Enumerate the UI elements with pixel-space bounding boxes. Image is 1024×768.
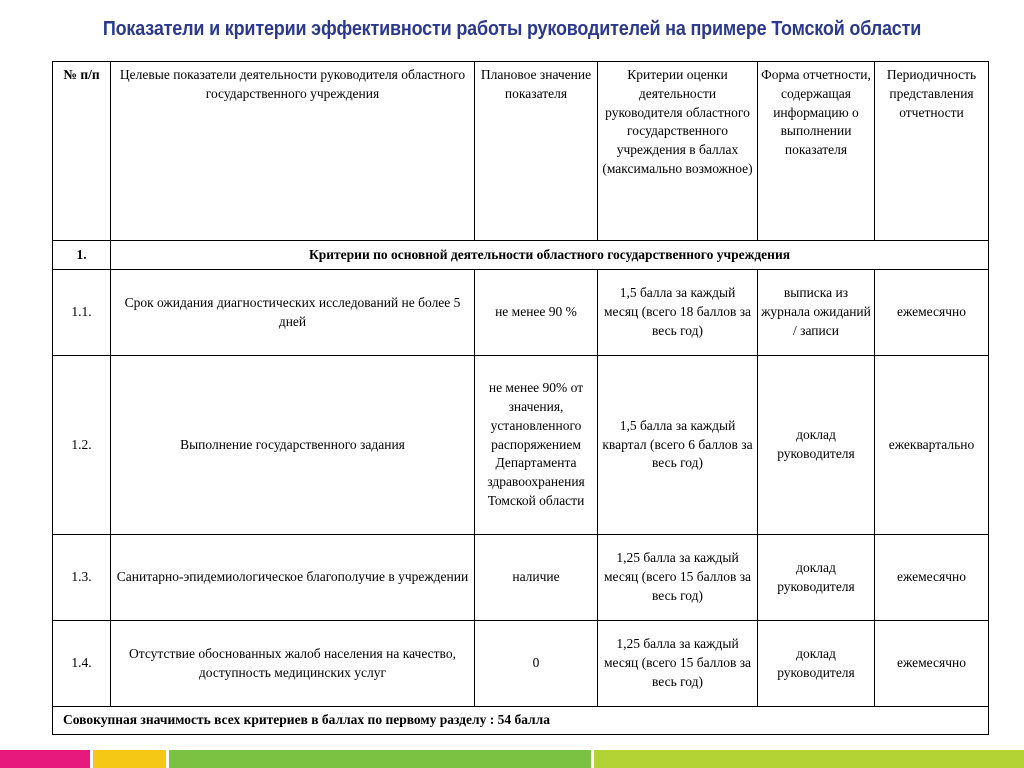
header-report-form: Форма отчетности, содержащая информацию о выполнении показателя bbox=[758, 62, 875, 241]
row-indicator: Выполнение государственного задания bbox=[111, 356, 475, 535]
row-criteria: 1,5 балла за каждый квартал (всего 6 баллов за весь год) bbox=[598, 356, 758, 535]
row-number: 1.1. bbox=[53, 270, 111, 356]
slide-title: Показатели и критерии эффективности работы руководителей на примере Томской области bbox=[102, 18, 922, 40]
header-planned-value: Плановое значение показателя bbox=[475, 62, 598, 241]
row-planned-value: не менее 90% от значения, установленного распоряжением Департамента здравоохранения Томской области bbox=[475, 356, 598, 535]
row-number: 1.2. bbox=[53, 356, 111, 535]
row-periodicity: ежемесячно bbox=[875, 535, 989, 621]
header-criteria: Критерии оценки деятельности руководителя областного государственного учреждения в баллах (максимально возможное) bbox=[598, 62, 758, 241]
footer-bar-segment bbox=[93, 750, 166, 768]
row-criteria: 1,25 балла за каждый месяц (всего 15 баллов за весь год) bbox=[598, 535, 758, 621]
row-number: 1.3. bbox=[53, 535, 111, 621]
row-criteria: 1,25 балла за каждый месяц (всего 15 баллов за весь год) bbox=[598, 621, 758, 707]
header-indicator: Целевые показатели деятельности руководителя областного государственного учреждения bbox=[111, 62, 475, 241]
header-periodicity: Периодичность представления отчетности bbox=[875, 62, 989, 241]
row-criteria: 1,5 балла за каждый месяц (всего 18 баллов за весь год) bbox=[598, 270, 758, 356]
footer-bar-segment bbox=[169, 750, 591, 768]
table-row bbox=[53, 621, 989, 707]
row-planned-value: 0 bbox=[475, 621, 598, 707]
row-indicator: Отсутствие обоснованных жалоб населения на качество, доступность медицинских услуг bbox=[111, 621, 475, 707]
section-number: 1. bbox=[53, 241, 111, 270]
table-row bbox=[53, 270, 989, 356]
row-indicator: Срок ожидания диагностических исследований не более 5 дней bbox=[111, 270, 475, 356]
row-planned-value: наличие bbox=[475, 535, 598, 621]
table-row bbox=[53, 356, 989, 535]
section-row bbox=[53, 241, 989, 270]
row-planned-value: не менее 90 % bbox=[475, 270, 598, 356]
row-report-form: выписка из журнала ожиданий / записи bbox=[758, 270, 875, 356]
row-report-form: доклад руководителя bbox=[758, 535, 875, 621]
section-label: Критерии по основной деятельности областного государственного учреждения bbox=[111, 241, 989, 270]
header-number: № п/п bbox=[53, 62, 111, 241]
row-indicator: Санитарно-эпидемиологическое благополучие в учреждении bbox=[111, 535, 475, 621]
total-label: Совокупная значимость всех критериев в баллах по первому разделу : 54 балла bbox=[53, 707, 989, 735]
row-periodicity: ежеквартально bbox=[875, 356, 989, 535]
table-header-row bbox=[53, 62, 989, 241]
row-report-form: доклад руководителя bbox=[758, 621, 875, 707]
criteria-table bbox=[52, 61, 989, 735]
row-report-form: доклад руководителя bbox=[758, 356, 875, 535]
row-periodicity: ежемесячно bbox=[875, 621, 989, 707]
row-periodicity: ежемесячно bbox=[875, 270, 989, 356]
table-row bbox=[53, 535, 989, 621]
total-row bbox=[53, 707, 989, 735]
footer-bar-segment bbox=[594, 750, 1024, 768]
footer-bar-segment bbox=[0, 750, 90, 768]
row-number: 1.4. bbox=[53, 621, 111, 707]
